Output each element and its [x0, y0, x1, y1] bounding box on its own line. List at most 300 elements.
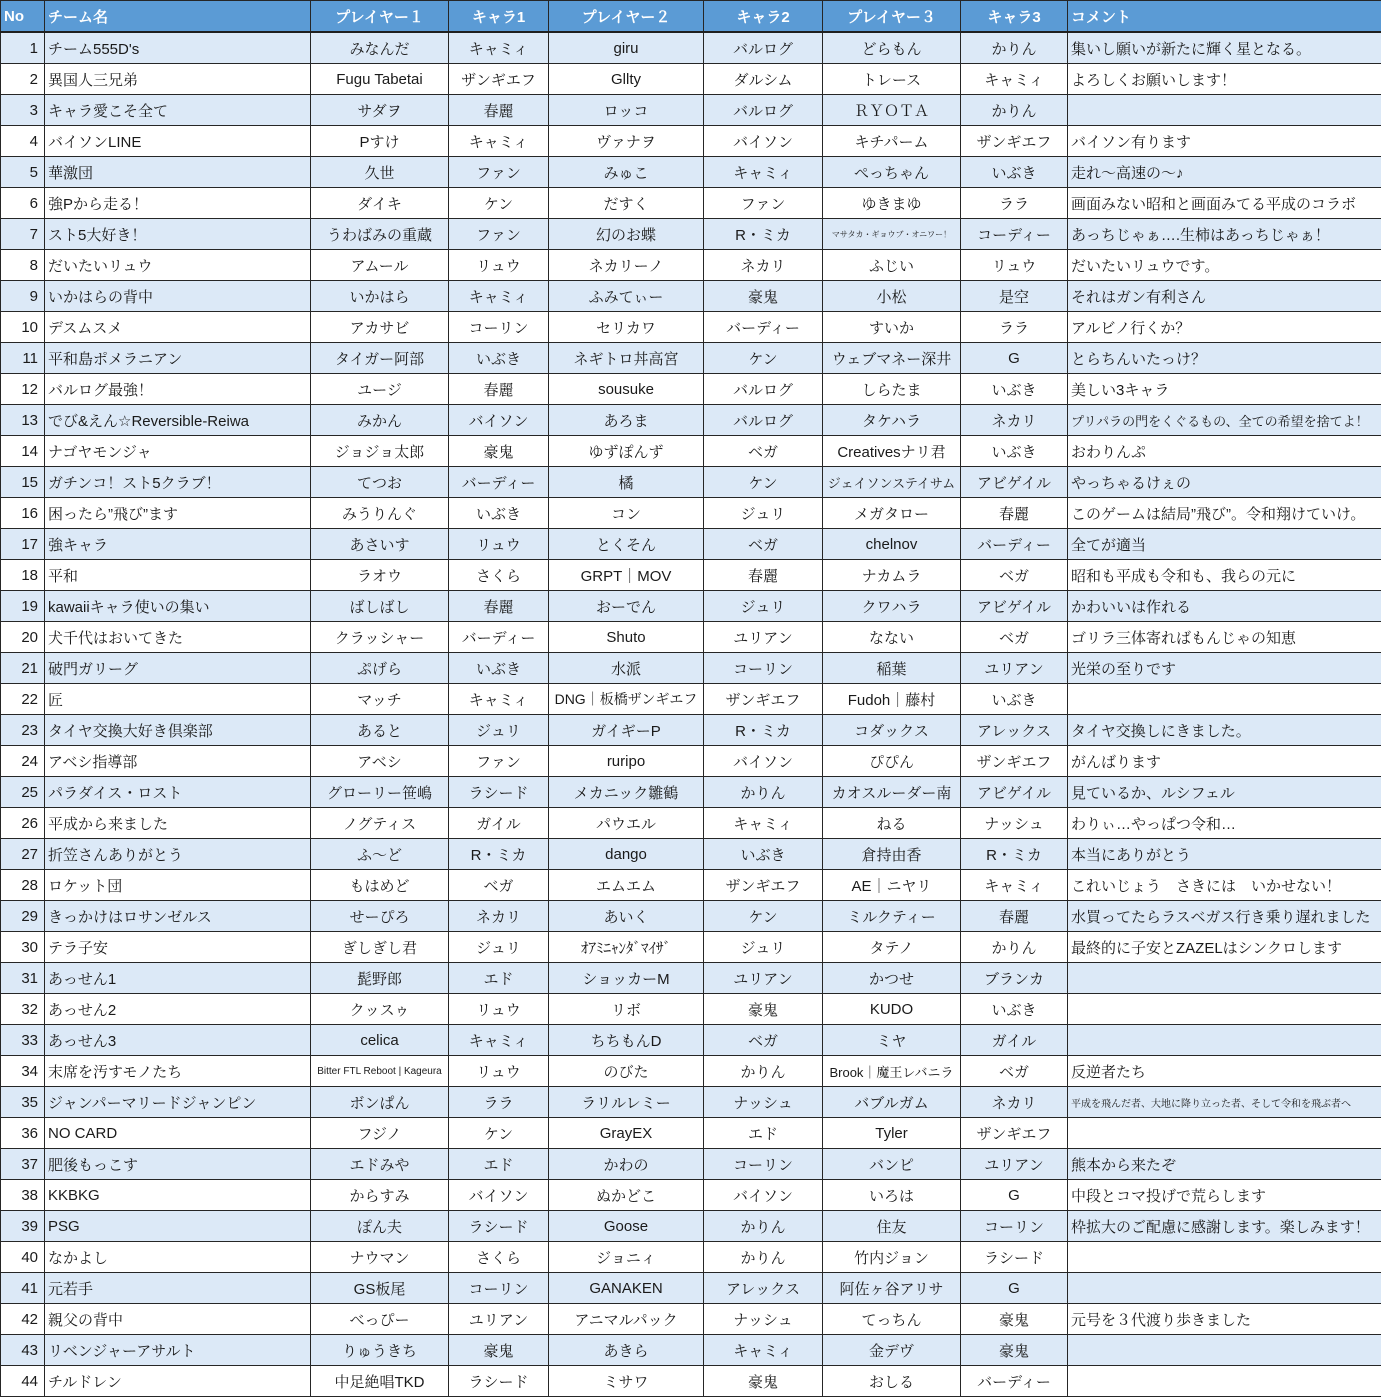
cell-player2: Shuto	[549, 622, 704, 653]
cell-player2: あいく	[549, 901, 704, 932]
cell-team-name: だいたいリュウ	[45, 250, 311, 281]
cell-player1: みかん	[311, 405, 449, 436]
cell-team-name: チルドレン	[45, 1366, 311, 1397]
cell-comment: 見ているか、ルシフェル	[1068, 777, 1381, 808]
cell-player1: エドみや	[311, 1149, 449, 1180]
cell-player3: ゆきまゆ	[823, 188, 961, 219]
cell-chara2: ジュリ	[704, 591, 823, 622]
cell-chara3: いぶき	[961, 436, 1068, 467]
cell-player1: ノグティス	[311, 808, 449, 839]
cell-chara3: ガイル	[961, 1025, 1068, 1056]
cell-chara3: ユリアン	[961, 653, 1068, 684]
cell-chara1: バーディー	[449, 622, 549, 653]
cell-player3: かつせ	[823, 963, 961, 994]
cell-chara3: かりん	[961, 932, 1068, 963]
cell-chara2: ケン	[704, 901, 823, 932]
cell-no: 20	[1, 622, 45, 653]
cell-player3: いろは	[823, 1180, 961, 1211]
cell-player1: サダヲ	[311, 95, 449, 126]
cell-no: 41	[1, 1273, 45, 1304]
cell-no: 35	[1, 1087, 45, 1118]
cell-player1: もはめど	[311, 870, 449, 901]
cell-comment: 元号を３代渡り歩きました	[1068, 1304, 1381, 1335]
cell-chara2: バイソン	[704, 1180, 823, 1211]
cell-player3: chelnov	[823, 529, 961, 560]
cell-chara3: いぶき	[961, 994, 1068, 1025]
cell-player3: コダックス	[823, 715, 961, 746]
cell-no: 31	[1, 963, 45, 994]
cell-team-name: キャラ愛こそ全て	[45, 95, 311, 126]
cell-player1: りゅうきち	[311, 1335, 449, 1366]
cell-player3: ジェイソンステイサム	[823, 467, 961, 498]
cell-player2: dango	[549, 839, 704, 870]
cell-team-name: ジャンパーマリードジャンピン	[45, 1087, 311, 1118]
cell-team-name: 折笠さんありがとう	[45, 839, 311, 870]
cell-chara2: バルログ	[704, 95, 823, 126]
cell-comment: 走れ～高速の～♪	[1068, 157, 1381, 188]
table-row	[1, 560, 1381, 591]
cell-player3: Creativesナリ君	[823, 436, 961, 467]
cell-player3: ミヤ	[823, 1025, 961, 1056]
cell-chara1: 春麗	[449, 374, 549, 405]
cell-player3: タテノ	[823, 932, 961, 963]
cell-chara1: ユリアン	[449, 1304, 549, 1335]
cell-team-name: 元若手	[45, 1273, 311, 1304]
table-row	[1, 591, 1381, 622]
cell-team-name: ロケット団	[45, 870, 311, 901]
cell-chara3: かりん	[961, 32, 1068, 64]
cell-player2: メカニック雛鶴	[549, 777, 704, 808]
cell-comment: 最終的に子安とZAZELはシンクロします	[1068, 932, 1381, 963]
cell-chara2: 春麗	[704, 560, 823, 591]
cell-no: 29	[1, 901, 45, 932]
table-row	[1, 467, 1381, 498]
cell-no: 34	[1, 1056, 45, 1087]
cell-player1: てつお	[311, 467, 449, 498]
cell-chara3: アレックス	[961, 715, 1068, 746]
cell-player3: 稲葉	[823, 653, 961, 684]
table-row	[1, 436, 1381, 467]
cell-no: 3	[1, 95, 45, 126]
column-header-player3: プレイヤー３	[823, 1, 961, 33]
cell-team-name: 平和島ポメラニアン	[45, 343, 311, 374]
cell-chara1: いぶき	[449, 343, 549, 374]
cell-comment: アルビノ行くか？	[1068, 312, 1381, 343]
cell-player1: あさいす	[311, 529, 449, 560]
cell-comment: 水買ってたらラスベガス行き乗り遅れました	[1068, 901, 1381, 932]
cell-chara2: バイソン	[704, 126, 823, 157]
table-row	[1, 746, 1381, 777]
cell-no: 19	[1, 591, 45, 622]
cell-chara3: ベガ	[961, 622, 1068, 653]
cell-chara2: コーリン	[704, 1149, 823, 1180]
cell-player2: ちちもんD	[549, 1025, 704, 1056]
table-row	[1, 653, 1381, 684]
cell-chara2: ケン	[704, 467, 823, 498]
cell-player2: エムエム	[549, 870, 704, 901]
cell-player3: 金デヴ	[823, 1335, 961, 1366]
cell-player1: 久世	[311, 157, 449, 188]
cell-chara1: ベガ	[449, 870, 549, 901]
cell-comment: 中段とコマ投げで荒らします	[1068, 1180, 1381, 1211]
cell-chara1: ファン	[449, 746, 549, 777]
cell-player1: ユージ	[311, 374, 449, 405]
cell-player1: ナウマン	[311, 1242, 449, 1273]
table-row	[1, 250, 1381, 281]
cell-chara2: 豪鬼	[704, 1366, 823, 1397]
cell-player2: とくそん	[549, 529, 704, 560]
cell-chara1: 豪鬼	[449, 1335, 549, 1366]
cell-chara1: R・ミカ	[449, 839, 549, 870]
cell-chara2: ユリアン	[704, 622, 823, 653]
cell-chara2: ジュリ	[704, 932, 823, 963]
cell-player3: ねる	[823, 808, 961, 839]
cell-chara1: ジュリ	[449, 715, 549, 746]
cell-chara1: ネカリ	[449, 901, 549, 932]
cell-player2: ショッカーM	[549, 963, 704, 994]
cell-player2: セリカワ	[549, 312, 704, 343]
column-header-no: No	[1, 1, 45, 33]
cell-team-name: リベンジャーアサルト	[45, 1335, 311, 1366]
cell-player3: AE｜ニヤリ	[823, 870, 961, 901]
cell-comment: おわりんぷ	[1068, 436, 1381, 467]
cell-player1: 髭野郎	[311, 963, 449, 994]
cell-player1: ボンぱん	[311, 1087, 449, 1118]
cell-player3: ウェブマネー深井	[823, 343, 961, 374]
cell-chara1: ラシード	[449, 777, 549, 808]
cell-chara3: G	[961, 1273, 1068, 1304]
table-row	[1, 32, 1381, 64]
cell-chara3: ベガ	[961, 1056, 1068, 1087]
cell-chara3: G	[961, 343, 1068, 374]
cell-team-name: 末席を汚すモノたち	[45, 1056, 311, 1087]
table-row	[1, 498, 1381, 529]
cell-chara2: ザンギエフ	[704, 684, 823, 715]
cell-chara3: 是空	[961, 281, 1068, 312]
cell-comment	[1068, 1366, 1381, 1397]
cell-player2: ガイギーP	[549, 715, 704, 746]
cell-player1: ばしばし	[311, 591, 449, 622]
cell-player2: sousuke	[549, 374, 704, 405]
cell-chara1: 豪鬼	[449, 436, 549, 467]
cell-team-name: 親父の背中	[45, 1304, 311, 1335]
cell-chara1: キャミィ	[449, 32, 549, 64]
cell-player1: アベシ	[311, 746, 449, 777]
cell-player3: Brook｜魔王レバニラ	[823, 1056, 961, 1087]
cell-no: 32	[1, 994, 45, 1025]
cell-player3: ＲＹＯＴＡ	[823, 95, 961, 126]
cell-chara3: G	[961, 1180, 1068, 1211]
cell-chara1: 春麗	[449, 591, 549, 622]
table-row	[1, 684, 1381, 715]
cell-team-name: 強Pから走る！	[45, 188, 311, 219]
cell-team-name: いかはらの背中	[45, 281, 311, 312]
table-row	[1, 1304, 1381, 1335]
cell-player3: ミルクティー	[823, 901, 961, 932]
table-row	[1, 343, 1381, 374]
cell-team-name: 犬千代はおいてきた	[45, 622, 311, 653]
cell-chara2: ベガ	[704, 1025, 823, 1056]
cell-comment: 美しい3キャラ	[1068, 374, 1381, 405]
table-row	[1, 777, 1381, 808]
cell-chara2: キャミィ	[704, 1335, 823, 1366]
cell-comment: 本当にありがとう	[1068, 839, 1381, 870]
cell-player1: グローリー笹嶋	[311, 777, 449, 808]
cell-chara3: アビゲイル	[961, 467, 1068, 498]
cell-no: 24	[1, 746, 45, 777]
cell-player3: Fudoh｜藤村	[823, 684, 961, 715]
cell-no: 2	[1, 64, 45, 95]
cell-no: 37	[1, 1149, 45, 1180]
table-row	[1, 1180, 1381, 1211]
cell-player1: フジノ	[311, 1118, 449, 1149]
cell-chara1: ファン	[449, 219, 549, 250]
cell-player3: どらもん	[823, 32, 961, 64]
cell-player2: コン	[549, 498, 704, 529]
cell-chara3: ラシード	[961, 1242, 1068, 1273]
cell-player1: GS板尾	[311, 1273, 449, 1304]
cell-chara1: 春麗	[449, 95, 549, 126]
cell-player3: メガタロー	[823, 498, 961, 529]
cell-team-name: タイヤ交換大好き倶楽部	[45, 715, 311, 746]
cell-comment: プリパラの門をくぐるもの、全ての希望を捨てよ！	[1068, 405, 1381, 436]
cell-chara2: ベガ	[704, 436, 823, 467]
cell-chara2: エド	[704, 1118, 823, 1149]
cell-player3: ふじい	[823, 250, 961, 281]
cell-chara3: ネカリ	[961, 1087, 1068, 1118]
cell-player3: キチパーム	[823, 126, 961, 157]
cell-player2: GrayEX	[549, 1118, 704, 1149]
cell-no: 6	[1, 188, 45, 219]
cell-chara1: さくら	[449, 560, 549, 591]
cell-chara2: ベガ	[704, 529, 823, 560]
cell-chara2: コーリン	[704, 653, 823, 684]
cell-comment: とらちんいたっけ？	[1068, 343, 1381, 374]
table-row	[1, 808, 1381, 839]
cell-player3: てっちん	[823, 1304, 961, 1335]
cell-chara1: コーリン	[449, 1273, 549, 1304]
cell-chara3: バーディー	[961, 1366, 1068, 1397]
cell-chara3: ザンギエフ	[961, 126, 1068, 157]
cell-comment: よろしくお願いします！	[1068, 64, 1381, 95]
table-row	[1, 1273, 1381, 1304]
cell-chara1: コーリン	[449, 312, 549, 343]
cell-chara1: ラシード	[449, 1366, 549, 1397]
cell-player1: Bitter FTL Reboot | Kageura	[311, 1056, 449, 1087]
cell-player1: べっぴー	[311, 1304, 449, 1335]
cell-player2: ロッコ	[549, 95, 704, 126]
cell-player1: せーぴろ	[311, 901, 449, 932]
cell-player3: ぺっちゃん	[823, 157, 961, 188]
table-row	[1, 901, 1381, 932]
cell-chara1: リュウ	[449, 1056, 549, 1087]
cell-player2: ゆずぽんず	[549, 436, 704, 467]
cell-no: 26	[1, 808, 45, 839]
cell-player1: ジョジョ太郎	[311, 436, 449, 467]
cell-chara2: ザンギエフ	[704, 870, 823, 901]
cell-comment: 枠拡大のご配慮に感謝します。楽しみます！	[1068, 1211, 1381, 1242]
cell-no: 30	[1, 932, 45, 963]
cell-comment	[1068, 1242, 1381, 1273]
cell-no: 12	[1, 374, 45, 405]
cell-player1: クラッシャー	[311, 622, 449, 653]
cell-player2: DNG｜板橋ザンギエフ	[549, 684, 704, 715]
cell-team-name: スト5大好き！	[45, 219, 311, 250]
cell-comment	[1068, 1025, 1381, 1056]
cell-chara1: ラシード	[449, 1211, 549, 1242]
cell-chara1: リュウ	[449, 529, 549, 560]
cell-player2: アニマルパック	[549, 1304, 704, 1335]
cell-player3: 竹内ジョン	[823, 1242, 961, 1273]
cell-player3: バブルガム	[823, 1087, 961, 1118]
cell-player1: 中足絶唱TKD	[311, 1366, 449, 1397]
cell-player1: アムール	[311, 250, 449, 281]
table-row	[1, 188, 1381, 219]
cell-chara2: R・ミカ	[704, 219, 823, 250]
table-row	[1, 1366, 1381, 1397]
cell-comment: だいたいリュウです。	[1068, 250, 1381, 281]
cell-player1: ふ～ど	[311, 839, 449, 870]
cell-player2: リボ	[549, 994, 704, 1025]
cell-chara1: ケン	[449, 1118, 549, 1149]
cell-team-name: 異国人三兄弟	[45, 64, 311, 95]
table-row	[1, 374, 1381, 405]
table-row	[1, 963, 1381, 994]
column-header-comment: コメント	[1068, 1, 1381, 33]
cell-player3: ナカムラ	[823, 560, 961, 591]
cell-player1: celica	[311, 1025, 449, 1056]
cell-team-name: 平和	[45, 560, 311, 591]
cell-player3: なない	[823, 622, 961, 653]
cell-comment: 集いし願いが新たに輝く星となる。	[1068, 32, 1381, 64]
cell-chara1: ララ	[449, 1087, 549, 1118]
cell-chara3: いぶき	[961, 157, 1068, 188]
table-row	[1, 1025, 1381, 1056]
cell-chara1: ファン	[449, 157, 549, 188]
cell-no: 11	[1, 343, 45, 374]
cell-team-name: KKBKG	[45, 1180, 311, 1211]
cell-comment: 反逆者たち	[1068, 1056, 1381, 1087]
cell-player1: いかはら	[311, 281, 449, 312]
cell-team-name: バルログ最強！	[45, 374, 311, 405]
cell-chara1: ザンギエフ	[449, 64, 549, 95]
cell-chara1: バイソン	[449, 1180, 549, 1211]
cell-player2: ラリルレミー	[549, 1087, 704, 1118]
cell-chara1: キャミィ	[449, 126, 549, 157]
table-row	[1, 1242, 1381, 1273]
cell-player2: GANAKEN	[549, 1273, 704, 1304]
cell-player2: だすく	[549, 188, 704, 219]
cell-player3: しらたま	[823, 374, 961, 405]
cell-player1: ダイキ	[311, 188, 449, 219]
cell-chara3: ナッシュ	[961, 808, 1068, 839]
table-row	[1, 994, 1381, 1025]
cell-player1: Fugu Tabetai	[311, 64, 449, 95]
cell-player2: giru	[549, 32, 704, 64]
cell-no: 33	[1, 1025, 45, 1056]
table-row	[1, 1118, 1381, 1149]
cell-team-name: 困ったら”飛び”ます	[45, 498, 311, 529]
cell-player3: マサタカ・ギョウブ・オニワー！	[823, 219, 961, 250]
cell-chara2: かりん	[704, 1211, 823, 1242]
table-row	[1, 1211, 1381, 1242]
column-header-team: チーム名	[45, 1, 311, 33]
cell-player3: 小松	[823, 281, 961, 312]
cell-team-name: バイソンLINE	[45, 126, 311, 157]
cell-chara1: いぶき	[449, 498, 549, 529]
table-row	[1, 1149, 1381, 1180]
cell-player3: おしる	[823, 1366, 961, 1397]
cell-no: 8	[1, 250, 45, 281]
cell-team-name: ナゴヤモンジャ	[45, 436, 311, 467]
cell-comment	[1068, 994, 1381, 1025]
cell-chara3: コーディー	[961, 219, 1068, 250]
cell-no: 28	[1, 870, 45, 901]
cell-chara2: ネカリ	[704, 250, 823, 281]
table-row	[1, 281, 1381, 312]
cell-no: 21	[1, 653, 45, 684]
cell-chara2: かりん	[704, 1242, 823, 1273]
table-row	[1, 64, 1381, 95]
cell-chara3: ララ	[961, 188, 1068, 219]
cell-comment: 熊本から来たぞ	[1068, 1149, 1381, 1180]
cell-player3: カオスルーダー南	[823, 777, 961, 808]
cell-comment: これいじょう さきには いかせない！	[1068, 870, 1381, 901]
cell-player3: KUDO	[823, 994, 961, 1025]
cell-no: 23	[1, 715, 45, 746]
cell-player1: ぎしぎし君	[311, 932, 449, 963]
cell-player3: トレース	[823, 64, 961, 95]
cell-player3: 倉持由香	[823, 839, 961, 870]
cell-chara2: キャミィ	[704, 157, 823, 188]
cell-player2: ｵｱﾐﾆｬﾝﾀﾞﾏｲｻﾞ	[549, 932, 704, 963]
cell-no: 4	[1, 126, 45, 157]
cell-comment: がんばります	[1068, 746, 1381, 777]
cell-no: 38	[1, 1180, 45, 1211]
cell-player2: あろま	[549, 405, 704, 436]
table-row	[1, 405, 1381, 436]
cell-team-name: 華激団	[45, 157, 311, 188]
cell-chara1: リュウ	[449, 994, 549, 1025]
cell-no: 43	[1, 1335, 45, 1366]
cell-player3: Tyler	[823, 1118, 961, 1149]
cell-chara3: アビゲイル	[961, 591, 1068, 622]
cell-comment: 昭和も平成も令和も、我らの元に	[1068, 560, 1381, 591]
table-row	[1, 219, 1381, 250]
cell-chara2: バイソン	[704, 746, 823, 777]
cell-player3: ぴぴん	[823, 746, 961, 777]
cell-comment: かわいいは作れる	[1068, 591, 1381, 622]
cell-chara2: ダルシム	[704, 64, 823, 95]
cell-team-name: 平成から来ました	[45, 808, 311, 839]
cell-player3: 住友	[823, 1211, 961, 1242]
cell-chara1: ガイル	[449, 808, 549, 839]
cell-no: 36	[1, 1118, 45, 1149]
cell-no: 42	[1, 1304, 45, 1335]
column-header-chara1: キャラ1	[449, 1, 549, 33]
cell-player1: あると	[311, 715, 449, 746]
cell-no: 5	[1, 157, 45, 188]
cell-chara2: バーディー	[704, 312, 823, 343]
cell-comment	[1068, 1335, 1381, 1366]
cell-chara3: コーリン	[961, 1211, 1068, 1242]
cell-team-name: テラ子安	[45, 932, 311, 963]
cell-player3: すいか	[823, 312, 961, 343]
column-header-chara2: キャラ2	[704, 1, 823, 33]
cell-no: 10	[1, 312, 45, 343]
cell-player2: ミサワ	[549, 1366, 704, 1397]
cell-chara3: 春麗	[961, 498, 1068, 529]
